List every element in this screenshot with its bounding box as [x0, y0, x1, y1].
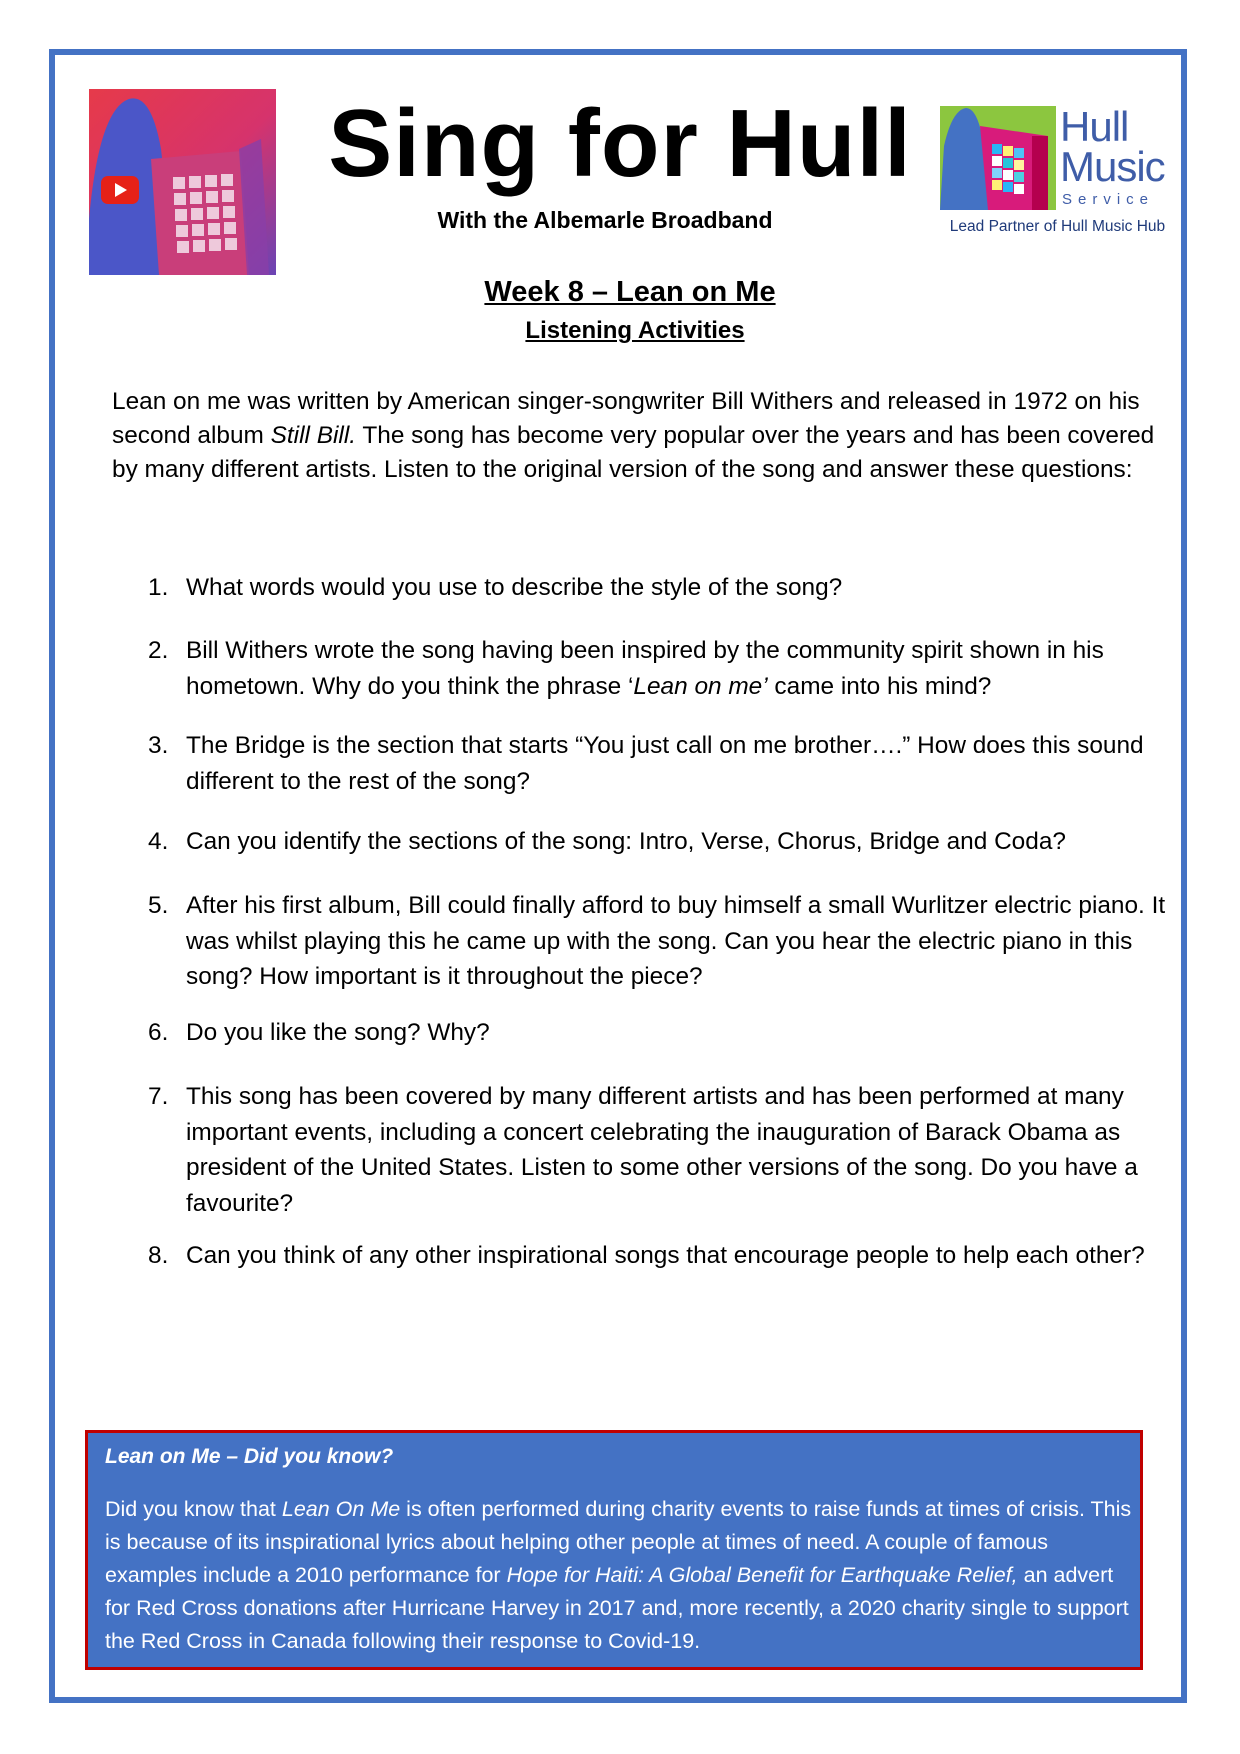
hull-music-emblem [940, 106, 1060, 212]
logo-tagline: Lead Partner of Hull Music Hub [949, 218, 1166, 235]
song-title: Lean On Me [281, 1497, 401, 1521]
question-number: 4. [148, 828, 169, 855]
song-phrase: Lean on me’ [633, 672, 768, 700]
question-text: After his first album, Bill could finally afford to buy himself a small Wurlitzer electric piano. It was whilst playing this he came up with the song. Can you hear the electric piano in this song? How important is it throughout the piece? [186, 892, 1166, 990]
question-text: This song has been covered by many different artists and has been performed at many important events, including a concert celebrating the inauguration of Barack Obama as president of the United States. Listen to some other versions of the song. Do you have a favourite? [186, 1083, 1138, 1217]
sing-for-hull-logo [89, 89, 276, 275]
callout-body [105, 1493, 1135, 1658]
intro-paragraph [112, 385, 1162, 487]
callout-title: Lean on Me – Did you know? [105, 1445, 394, 1468]
week-heading: Week 8 – Lean on Me [484, 276, 776, 308]
question-text: Can you identify the sections of the song: Intro, Verse, Chorus, Bridge and Coda? [186, 828, 1066, 855]
question-number: 2. [148, 637, 169, 664]
question-text-part: came into his mind? [767, 672, 992, 700]
question-number: 3. [148, 732, 169, 759]
question-number: 7. [148, 1083, 169, 1110]
question-text-part: Bill Withers wrote the song having been inspired by the community spirit shown in his hometown. Why do you think the phrase ‘ [186, 637, 1104, 700]
album-title: Still Bill. [270, 422, 357, 449]
question-number: 6. [148, 1019, 169, 1046]
section-heading: Listening Activities [525, 317, 745, 344]
question-text [186, 633, 1186, 704]
question-text: What words would you use to describe the style of the song? [186, 574, 843, 601]
event-title: Hope for Haiti: A Global Benefit for Earthquake Relief, [506, 1563, 1018, 1587]
question-text: The Bridge is the section that starts “You just call on me brother….” How does this sound different to the rest of the song? [186, 732, 1144, 795]
callout-text: is often performed during charity events to raise funds at times of crisis. This is because of its inspirational lyrics about helping other people at times of need. A couple of famous examples include a 2010 performance for [105, 1497, 1132, 1587]
question-text: Do you like the song? Why? [186, 1019, 490, 1046]
question-number: 8. [148, 1242, 169, 1269]
callout-text: an advert for Red Cross donations after Hurricane Harvey in 2017 and, more recently, a 2020 charity single to support the Red Cross in Canada following their response to Covid-19. [105, 1563, 1129, 1653]
logo-word-service: Service [1062, 191, 1155, 208]
page-title: Sing for Hull [328, 90, 912, 197]
question-text: Can you think of any other inspirational songs that encourage people to help each other? [186, 1242, 1145, 1269]
intro-text-2: The song has become very popular over the years and has been covered by many different artists. Listen to the original version of the song and answer these questions: [112, 422, 1155, 483]
youtube-play-icon [101, 176, 139, 204]
intro-text-1: Lean on me was written by American singer-songwriter Bill Withers and released in 1972 on his second album [112, 388, 1140, 449]
question-number: 5. [148, 892, 169, 919]
question-number: 1. [148, 574, 169, 601]
hull-music-service-logo [940, 103, 1175, 236]
did-you-know-box [85, 1430, 1143, 1670]
callout-text: Did you know that [105, 1497, 282, 1521]
logo-word-hull: Hull [1060, 103, 1129, 150]
logo-word-music: Music [1060, 143, 1165, 190]
page-subtitle: With the Albemarle Broadband [437, 207, 773, 233]
